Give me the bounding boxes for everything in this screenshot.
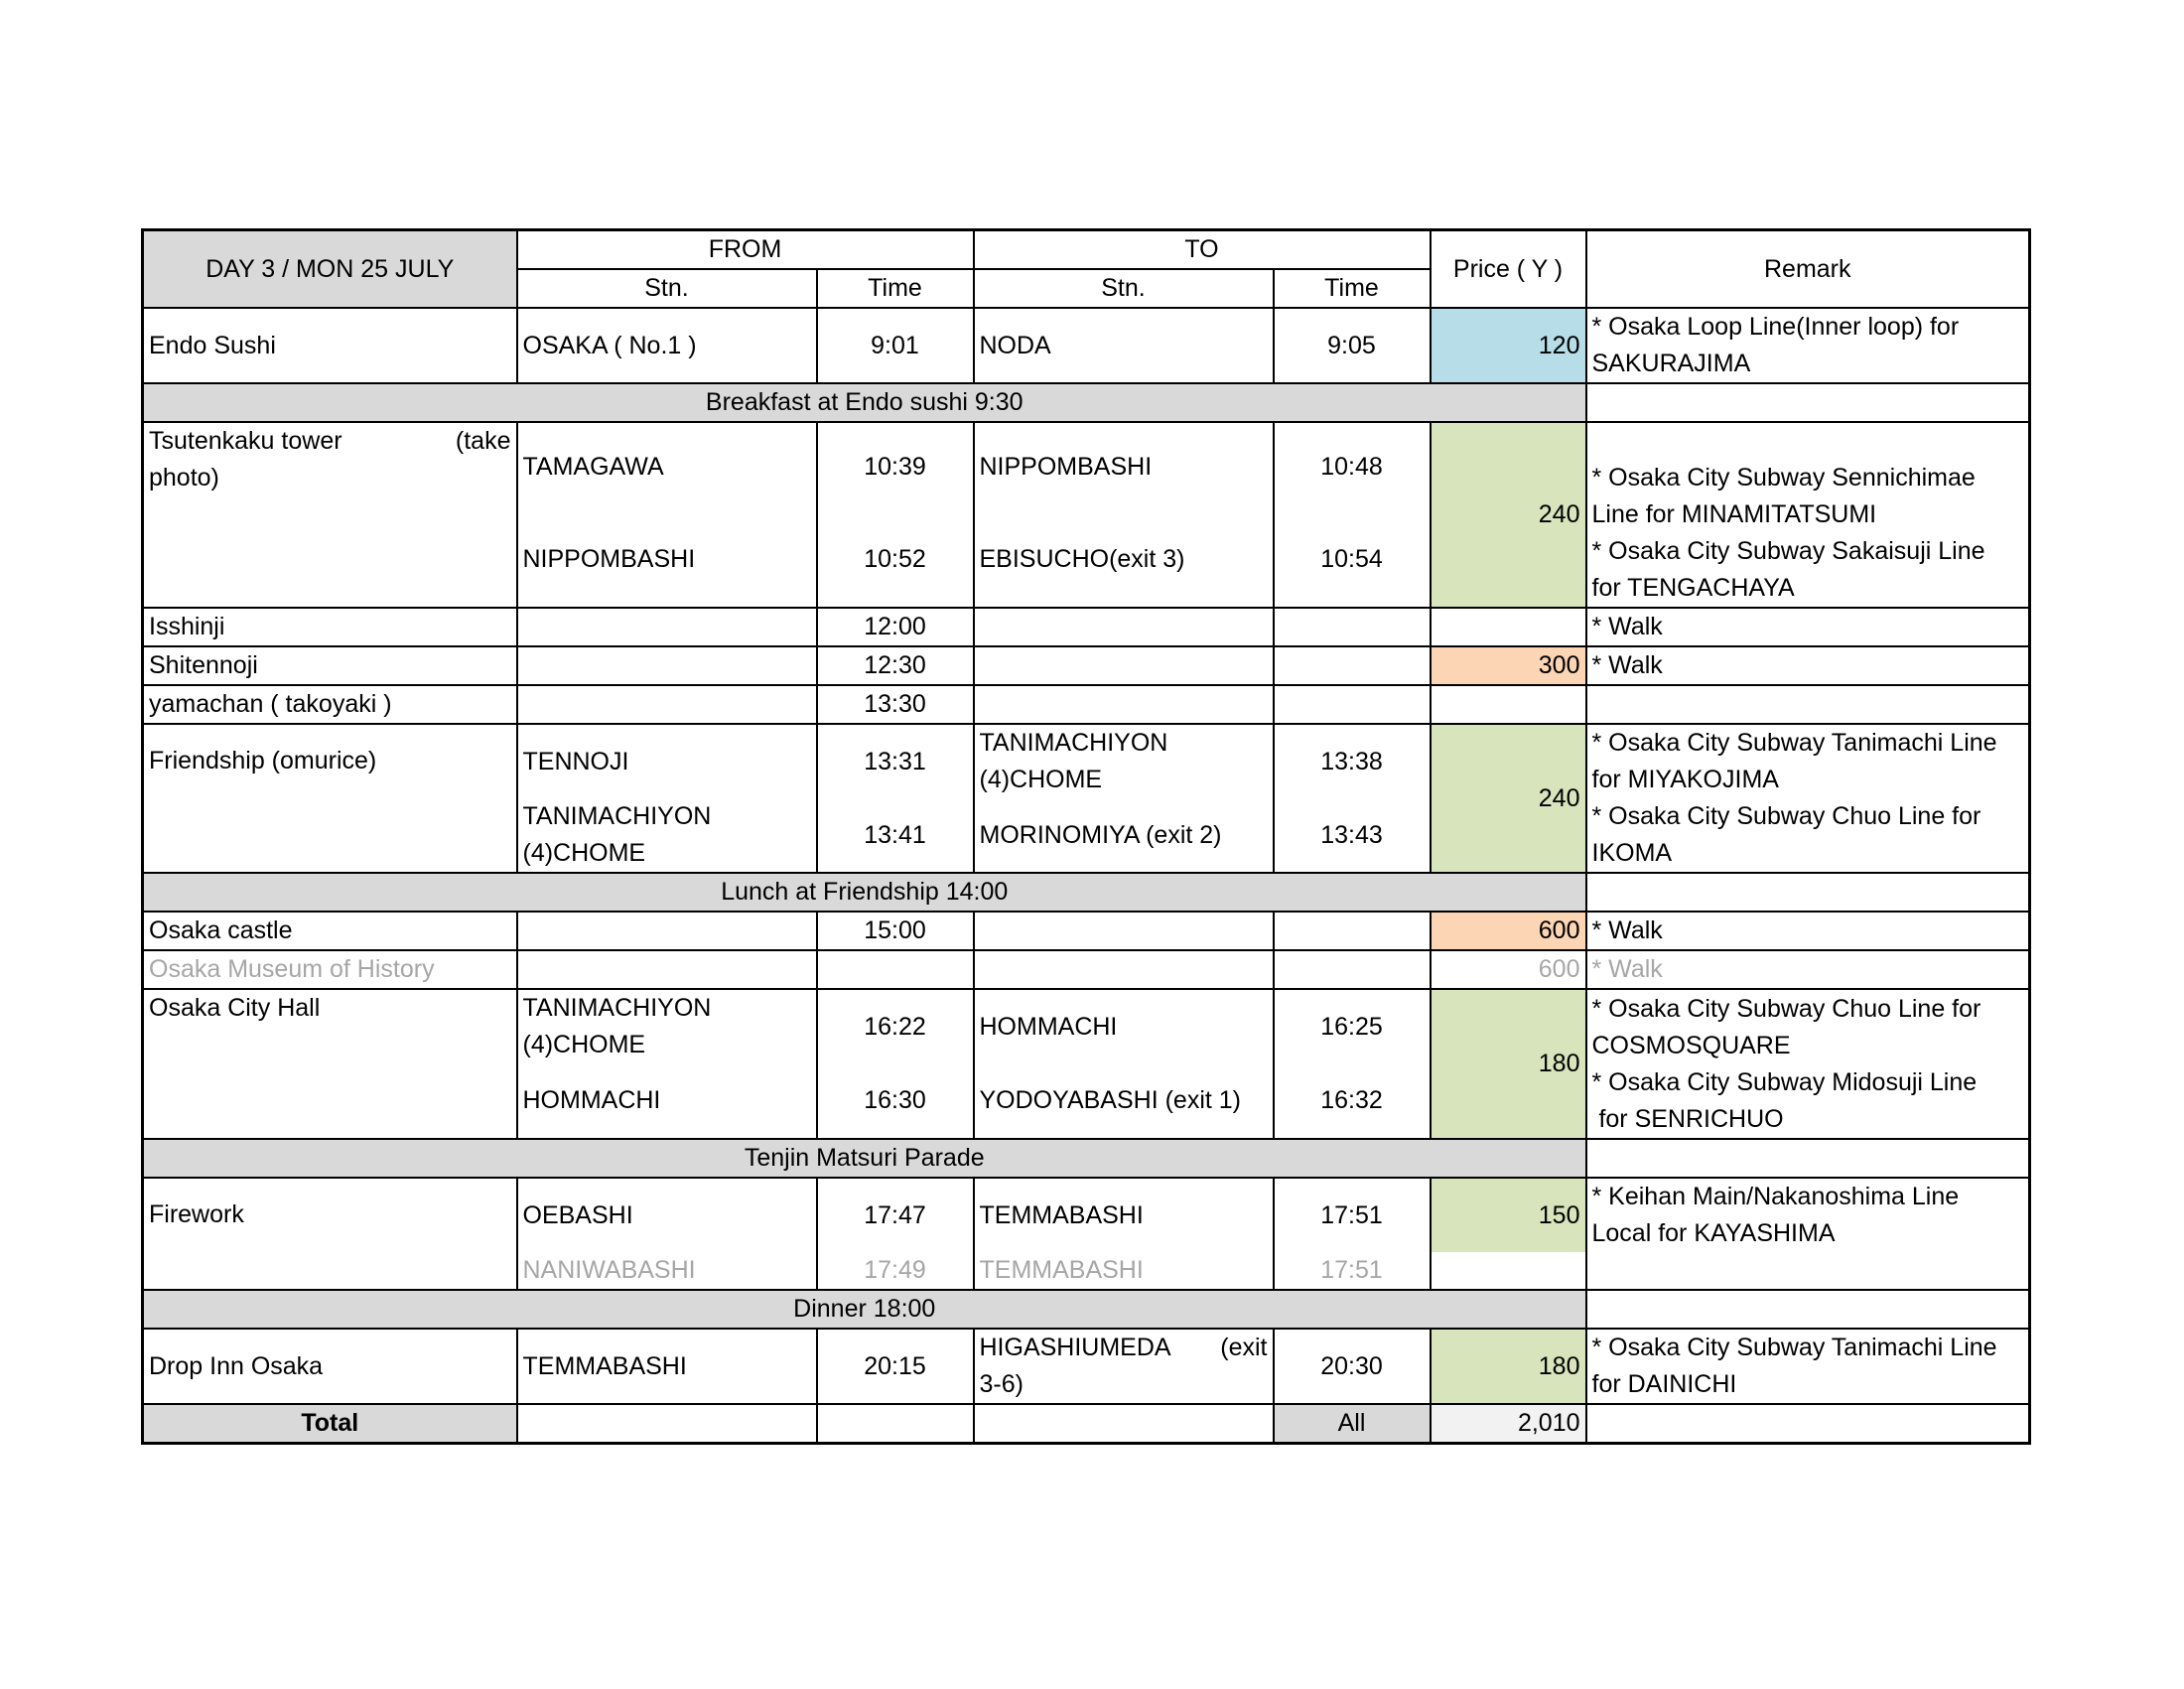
to-time-cell: 17:51 — [1274, 1252, 1431, 1290]
to-stn-cell: HOMMACHI — [974, 989, 1274, 1063]
table-row — [143, 724, 2030, 798]
place-cell: yamachan ( takoyaki ) — [143, 685, 517, 724]
from-stn-cell: HOMMACHI — [517, 1063, 817, 1139]
remark-line: IKOMA — [1591, 839, 1673, 867]
section-band — [143, 383, 2030, 422]
to-time-cell — [1274, 685, 1431, 724]
price-cell: 600 — [1431, 950, 1586, 989]
remark-cell — [1586, 724, 2030, 873]
to-time-cell: 13:38 — [1274, 724, 1431, 798]
band-label: Dinner 18:00 — [143, 1290, 1586, 1329]
section-band — [143, 1290, 2030, 1329]
price-cell: 240 — [1431, 724, 1586, 873]
to-time-cell — [1274, 608, 1431, 646]
table-row — [143, 308, 2030, 383]
table-row — [143, 685, 2030, 724]
price-cell: 180 — [1431, 989, 1586, 1139]
from-time-cell: 12:00 — [817, 608, 974, 646]
from-time-cell: 10:39 — [817, 422, 974, 511]
remark-cell: * Walk — [1586, 646, 2030, 685]
to-stn-cell — [974, 685, 1274, 724]
band-label: Lunch at Friendship 14:00 — [143, 873, 1586, 912]
to-stn-cell — [974, 950, 1274, 989]
place-cell: Friendship (omurice) — [143, 724, 517, 873]
from-time-cell: 13:30 — [817, 685, 974, 724]
remark-line: Line for MINAMITATSUMI — [1591, 500, 1877, 528]
from-stn-cell — [517, 798, 817, 873]
remark-cell — [1586, 308, 2030, 383]
from-stn-cell — [517, 646, 817, 685]
remark-line: SAKURAJIMA — [1591, 350, 1751, 377]
place-cell: Firework — [143, 1178, 517, 1290]
to-stn-text: (exit — [1220, 1334, 1268, 1361]
place-cell: Osaka City Hall — [143, 989, 517, 1139]
from-stn-text: TANIMACHIYON — [522, 994, 712, 1022]
place-text: (take — [455, 427, 511, 455]
to-time-cell: 20:30 — [1274, 1329, 1431, 1404]
from-stn-header: Stn. — [517, 269, 817, 308]
to-time-cell: 16:32 — [1274, 1063, 1431, 1139]
to-stn-cell — [974, 608, 1274, 646]
remark-cell — [1586, 383, 2030, 422]
to-stn-cell — [974, 1404, 1274, 1444]
price-cell: 120 — [1431, 308, 1586, 383]
remark-line: * Osaka City Subway Chuo Line for — [1591, 802, 1981, 830]
place-cell: Shitennoji — [143, 646, 517, 685]
total-row — [143, 1404, 2030, 1444]
from-stn-cell: NIPPOMBASHI — [517, 511, 817, 608]
from-time-cell: 17:49 — [817, 1252, 974, 1290]
remark-cell — [1586, 1290, 2030, 1329]
from-time-cell: 10:52 — [817, 511, 974, 608]
to-header: TO — [974, 230, 1431, 270]
from-stn-cell: TEMMABASHI — [517, 1329, 817, 1404]
remark-line: * Osaka City Subway Midosuji Line — [1591, 1067, 1978, 1096]
price-cell: 300 — [1431, 646, 1586, 685]
remark-line: Local for KAYASHIMA — [1591, 1219, 1836, 1247]
from-time-cell: 15:00 — [817, 912, 974, 950]
place-cell: Osaka Museum of History — [143, 950, 517, 989]
itinerary-table — [141, 228, 2031, 1445]
to-time-cell — [1274, 950, 1431, 989]
remark-cell — [1586, 685, 2030, 724]
to-stn-cell: NIPPOMBASHI — [974, 422, 1274, 511]
to-time-cell: 9:05 — [1274, 308, 1431, 383]
price-cell: 180 — [1431, 1329, 1586, 1404]
from-stn-cell — [517, 685, 817, 724]
total-label: Total — [143, 1404, 517, 1444]
remark-line: for DAINICHI — [1591, 1370, 1737, 1398]
from-stn-text: TANIMACHIYON — [522, 802, 712, 830]
from-stn-cell: NANIWABASHI — [517, 1252, 817, 1290]
place-cell: Endo Sushi — [143, 308, 517, 383]
to-stn-cell: MORINOMIYA (exit 2) — [974, 798, 1274, 873]
from-stn-cell: OEBASHI — [517, 1178, 817, 1252]
place-cell: Drop Inn Osaka — [143, 1329, 517, 1404]
remark-cell — [1586, 422, 2030, 608]
from-time-cell: 16:30 — [817, 1063, 974, 1139]
to-stn-text: TANIMACHIYON — [979, 729, 1168, 757]
from-time-cell: 12:30 — [817, 646, 974, 685]
remark-line: COSMOSQUARE — [1591, 1031, 1791, 1059]
price-cell: 150 — [1431, 1178, 1586, 1252]
from-time-cell: 17:47 — [817, 1178, 974, 1252]
to-stn-cell — [974, 724, 1274, 798]
remark-cell — [1586, 1139, 2030, 1178]
to-stn-text: (4)CHOME — [979, 766, 1103, 793]
from-stn-cell — [517, 1404, 817, 1444]
price-cell — [1431, 1252, 1586, 1290]
table-row — [143, 608, 2030, 646]
remark-line: * Osaka Loop Line(Inner loop) for — [1591, 313, 1960, 341]
remark-cell — [1586, 1329, 2030, 1404]
section-band — [143, 1139, 2030, 1178]
to-time-cell: 10:54 — [1274, 511, 1431, 608]
table-row — [143, 422, 2030, 511]
from-stn-cell: TAMAGAWA — [517, 422, 817, 511]
total-all-label: All — [1274, 1404, 1431, 1444]
to-stn-text: HIGASHIUMEDA — [979, 1334, 1171, 1361]
to-time-header: Time — [1274, 269, 1431, 308]
remark-header: Remark — [1586, 230, 2030, 309]
table-row — [143, 1329, 2030, 1404]
place-cell: Osaka castle — [143, 912, 517, 950]
from-stn-cell — [517, 608, 817, 646]
table-row — [143, 1178, 2030, 1252]
band-label: Breakfast at Endo sushi 9:30 — [143, 383, 1586, 422]
to-stn-cell — [974, 646, 1274, 685]
remark-cell — [1586, 873, 2030, 912]
to-time-cell: 10:48 — [1274, 422, 1431, 511]
to-stn-cell: NODA — [974, 308, 1274, 383]
to-stn-header: Stn. — [974, 269, 1274, 308]
from-stn-text: (4)CHOME — [522, 839, 646, 867]
from-time-cell — [817, 950, 974, 989]
remark-cell — [1586, 1178, 2030, 1290]
from-time-cell: 20:15 — [817, 1329, 974, 1404]
remark-line: for MIYAKOJIMA — [1591, 766, 1779, 793]
to-stn-cell: TEMMABASHI — [974, 1178, 1274, 1252]
remark-line: * Osaka City Subway Tanimachi Line — [1591, 1334, 1997, 1361]
from-stn-cell — [517, 912, 817, 950]
from-header: FROM — [517, 230, 974, 270]
to-time-cell: 13:43 — [1274, 798, 1431, 873]
to-stn-cell: TEMMABASHI — [974, 1252, 1274, 1290]
remark-line: * Osaka City Subway Sennichimae — [1591, 464, 1976, 492]
remark-line: for SENRICHUO — [1591, 1104, 1784, 1133]
remark-cell: * Walk — [1586, 912, 2030, 950]
from-time-cell — [817, 1404, 974, 1444]
from-time-header: Time — [817, 269, 974, 308]
remark-line: for TENGACHAYA — [1591, 574, 1795, 602]
from-stn-cell: OSAKA ( No.1 ) — [517, 308, 817, 383]
from-stn-text: (4)CHOME — [522, 1031, 646, 1058]
from-time-cell: 13:31 — [817, 724, 974, 798]
remark-line: * Osaka City Subway Sakaisuji Line — [1591, 537, 1985, 565]
to-stn-cell — [974, 912, 1274, 950]
price-cell — [1431, 685, 1586, 724]
price-cell: 240 — [1431, 422, 1586, 608]
to-time-cell — [1274, 912, 1431, 950]
remark-line: * Osaka City Subway Chuo Line for — [1591, 994, 1981, 1023]
remark-cell: * Walk — [1586, 950, 2030, 989]
day-header: DAY 3 / MON 25 JULY — [143, 230, 517, 309]
section-band — [143, 873, 2030, 912]
table-row — [143, 989, 2030, 1063]
to-stn-cell: YODOYABASHI (exit 1) — [974, 1063, 1274, 1139]
price-cell: 600 — [1431, 912, 1586, 950]
to-stn-cell — [974, 1329, 1274, 1404]
table-row — [143, 912, 2030, 950]
to-stn-text: 3-6) — [979, 1370, 1024, 1398]
price-header: Price ( Y ) — [1431, 230, 1586, 309]
band-label: Tenjin Matsuri Parade — [143, 1139, 1586, 1178]
place-text: photo) — [149, 464, 219, 492]
from-stn-cell — [517, 950, 817, 989]
from-time-cell: 13:41 — [817, 798, 974, 873]
remark-cell — [1586, 1404, 2030, 1444]
to-time-cell: 16:25 — [1274, 989, 1431, 1063]
remark-line: * Osaka City Subway Tanimachi Line — [1591, 729, 1997, 757]
price-cell — [1431, 608, 1586, 646]
place-cell: Isshinji — [143, 608, 517, 646]
to-time-cell: 17:51 — [1274, 1178, 1431, 1252]
table-row — [143, 950, 2030, 989]
remark-cell — [1586, 989, 2030, 1139]
from-stn-cell — [517, 989, 817, 1063]
from-time-cell: 9:01 — [817, 308, 974, 383]
place-cell — [143, 422, 517, 608]
remark-line: * Keihan Main/Nakanoshima Line — [1591, 1183, 1960, 1210]
to-stn-cell: EBISUCHO(exit 3) — [974, 511, 1274, 608]
from-time-cell: 16:22 — [817, 989, 974, 1063]
remark-cell: * Walk — [1586, 608, 2030, 646]
table-row — [143, 646, 2030, 685]
total-price-cell: 2,010 — [1431, 1404, 1586, 1444]
to-time-cell — [1274, 646, 1431, 685]
from-stn-cell: TENNOJI — [517, 724, 817, 798]
place-text: Tsutenkaku tower — [149, 427, 342, 455]
